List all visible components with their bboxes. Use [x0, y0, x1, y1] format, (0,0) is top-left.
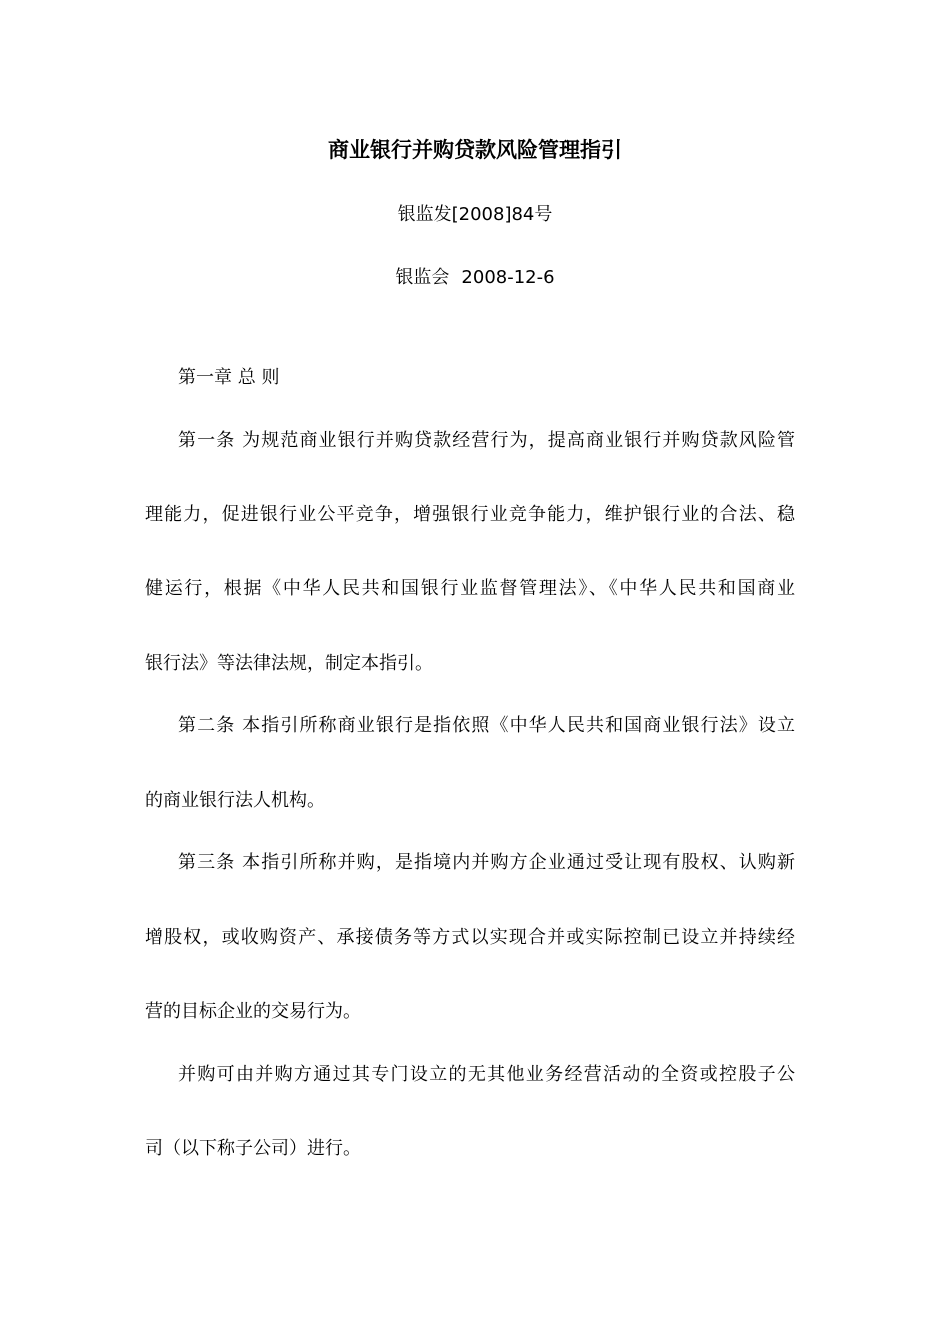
- article-1-line-3: 健运行，根据《中华人民共和国银行业监督管理法》、《中华人民共和国商业: [145, 578, 795, 599]
- article-2-line-2: 的商业银行法人机构。: [145, 790, 325, 811]
- article-1-line-1: 第一条 为规范商业银行并购贷款经营行为，提高商业银行并购贷款风险管: [178, 430, 795, 451]
- issuer: 银监会: [395, 267, 450, 288]
- article-1-line-4: 银行法》等法律法规，制定本指引。: [145, 653, 433, 674]
- chapter-heading: 第一章 总 则: [178, 367, 280, 388]
- article-3-line-2: 增股权，或收购资产、承接债务等方式以实现合并或实际控制已设立并持续经: [145, 927, 795, 948]
- issue-date: 2008-12-6: [461, 267, 555, 288]
- paragraph-subsidiary-line-2: 司（以下称子公司）进行。: [145, 1138, 361, 1159]
- article-3-line-3: 营的目标企业的交易行为。: [145, 1001, 361, 1022]
- document-number: 银监发[2008]84号: [397, 204, 553, 225]
- paragraph-subsidiary-line-1: 并购可由并购方通过其专门设立的无其他业务经营活动的全资或控股子公: [178, 1064, 795, 1085]
- document-title: 商业银行并购贷款风险管理指引: [328, 138, 622, 162]
- article-3-line-1: 第三条 本指引所称并购，是指境内并购方企业通过受让现有股权、认购新: [178, 852, 795, 873]
- issuer-date-line: [0, 263, 950, 293]
- article-2-line-1: 第二条 本指引所称商业银行是指依照《中华人民共和国商业银行法》设立: [178, 715, 795, 736]
- article-1-line-2: 理能力，促进银行业公平竞争，增强银行业竞争能力，维护银行业的合法、稳: [145, 504, 795, 525]
